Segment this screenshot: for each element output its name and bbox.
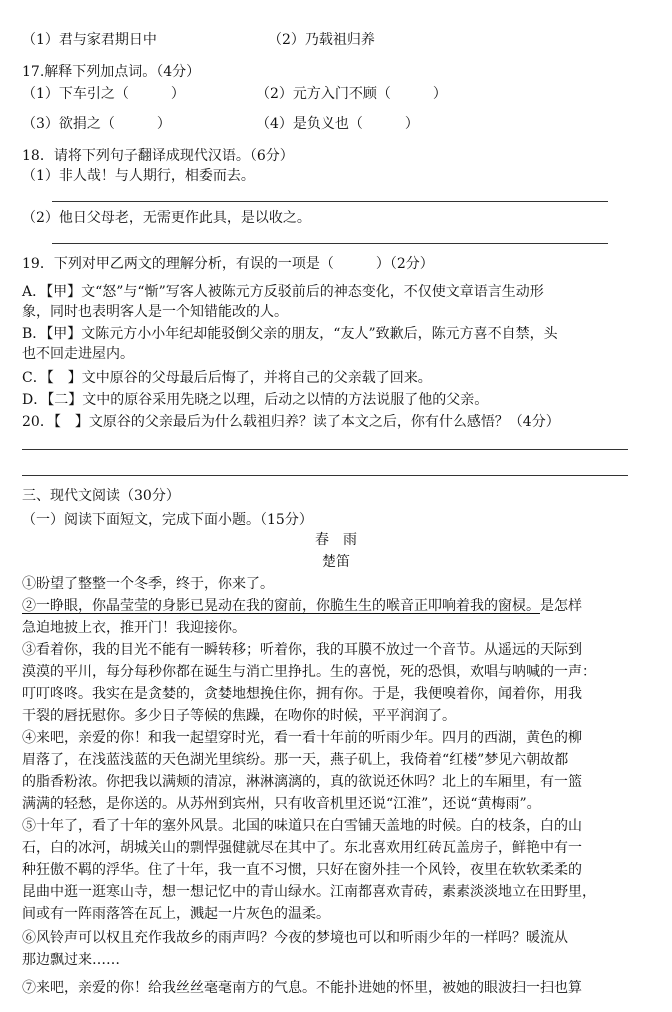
q19-title: 19．下列对甲乙两文的理解分析，有误的一项是（ ）（2分） <box>22 256 434 272</box>
q17-item-3: （3）欲捐之（ ） <box>22 116 171 132</box>
paragraph-3-line-2: 漠漠的平川，每分每秒你都在诞生与消亡里挣扎。生的喜悦，死的恐惧，欢唱与呐喊的一声： <box>22 664 596 680</box>
q17-item-2: （2）元方入门不顾（ ） <box>256 86 447 102</box>
paragraph-2: ②一睁眼，你晶莹莹的身影已晃动在我的窗前，你脆生生的喉音正叩响着我的窗棂。是怎样 <box>22 598 582 614</box>
q19-option-d: D．【二】文中的原谷采用先晓之以理，后动之以情的方法说服了他的父亲。 <box>22 392 489 408</box>
paragraph-5-line-2: 石，白的冰河，胡城关山的剽悍强健就尽在其中了。东北喜欢用红砖瓦盖房子，鲜艳中有一 <box>22 840 582 856</box>
poem-title: 春 雨 <box>315 532 357 548</box>
author: 楚笛 <box>322 554 350 570</box>
paragraph-6: ⑥风铃声可以权且充作我故乡的雨声吗？今夜的梦境也可以和听雨少年的一样吗？暖流从 <box>22 930 568 946</box>
q19-option-b: B．【甲】文陈元方小小年纪却能驳倒父亲的朋友，“友人”致歉后，陈元方喜不自禁，头 <box>22 326 558 342</box>
paragraph-2-cont: 急迫地披上衣，推开门！我迎接你。 <box>22 620 246 636</box>
paragraph-3-line-4: 干裂的唇抚慰你。多少日子等候的焦躁，在吻你的时候，平平润润了。 <box>22 708 456 724</box>
q19-option-a: A．【甲】文“怒”与“惭”写客人被陈元方反驳前后的神态变化，不仅使文章语言生动形 <box>22 284 544 300</box>
q18-sentence-2: （2）他日父母老，无需更作此具，是以收之。 <box>22 210 311 226</box>
subsection-title: （一）阅读下面短文，完成下面小题。（15分） <box>22 512 313 528</box>
q18-sentence-1: （1）非人哉！与人期行，相委而去。 <box>22 168 255 184</box>
q18-title: 18．请将下列句子翻译成现代汉语。（6分） <box>22 148 294 164</box>
answer-line <box>22 475 628 476</box>
paragraph-5-line-5: 间或有一阵雨落答在瓦上，溅起一片灰色的温柔。 <box>22 906 330 922</box>
q17-item-1: （1）下车引之（ ） <box>22 86 185 102</box>
paragraph-4-line-3: 的脂香粉浓。你把我以满颊的清凉，淋淋漓漓的，真的欲说还休吗？北上的车厢里，有一篮 <box>22 774 582 790</box>
answer-line <box>52 201 608 202</box>
q16-item-1: （1）君与家君期日中 <box>22 32 157 48</box>
paragraph-5-line-3: 种狂傲不羁的浮华。住了十年，我一直不习惯，只好在窗外挂一个风铃，夜里在软软柔柔的 <box>22 862 582 878</box>
answer-line <box>22 449 628 450</box>
answer-line <box>52 243 608 244</box>
q19-option-a-cont: 象，同时也表明客人是一个知错能改的人。 <box>22 304 288 320</box>
section-title: 三、现代文阅读（30分） <box>22 488 180 504</box>
q20-title: 20．【 】文原谷的父亲最后为什么载祖归养？读了本文之后，你有什么感悟？（4分） <box>22 414 560 430</box>
paragraph-4-line-4: 满满的轻愁，是你送的。从苏州到宾州，只有收音机里还说“江淮”，还说“黄梅雨”。 <box>22 796 541 812</box>
paragraph-1: ①盼望了整整一个冬季，终于，你来了。 <box>22 576 274 592</box>
paragraph-4-line-2: 眉落了，在浅蓝浅蓝的天色湖光里缤纷。那一天，燕子矶上，我倚着“红楼”梦见六朝故都 <box>22 752 569 768</box>
paragraph-4: ④来吧，亲爱的你！和我一起望穿时光，看一看十年前的听雨少年。四月的西湖，黄色的柳 <box>22 730 582 746</box>
paragraph-6-line-2: 那边飘过来…… <box>22 952 120 968</box>
q19-option-c: C．【 】文中原谷的父母最后后悔了，并将自己的父亲载了回来。 <box>22 370 432 386</box>
q16-item-2: （2）乃载祖归养 <box>268 32 375 48</box>
paragraph-3: ③看着你，我的目光不能有一瞬转移；听着你，我的耳膜不放过一个音节。从遥远的天际到 <box>22 642 582 658</box>
paragraph-5-line-4: 昆曲中逛一逛寒山寺，想一想记忆中的青山绿水。江南都喜欢青砖，素素淡淡地立在田野里， <box>22 884 596 900</box>
paragraph-7: ⑦来吧，亲爱的你！给我丝丝毫毫南方的气息。不能扑进她的怀里，被她的眼波扫一扫也算 <box>22 980 582 996</box>
q19-option-b-cont: 也不回走进屋内。 <box>22 346 134 362</box>
q17-title: 17.解释下列加点词。（4分） <box>22 64 201 80</box>
paragraph-5: ⑤十年了，看了十年的塞外风景。北国的味道只在白雪铺天盖地的时候。白的枝条，白的山 <box>22 818 582 834</box>
underlined-sentence: ②一睁眼，你晶莹莹的身影已晃动在我的窗前，你脆生生的喉音正叩响着我的窗棂。 <box>22 598 540 614</box>
paragraph-3-line-3: 叮叮咚咚。我实在是贪婪的，贪婪地想挽住你，拥有你。于是，我便嗅着你，闻着你，用我 <box>22 686 582 702</box>
q17-item-4: （4）是负义也（ ） <box>256 116 419 132</box>
